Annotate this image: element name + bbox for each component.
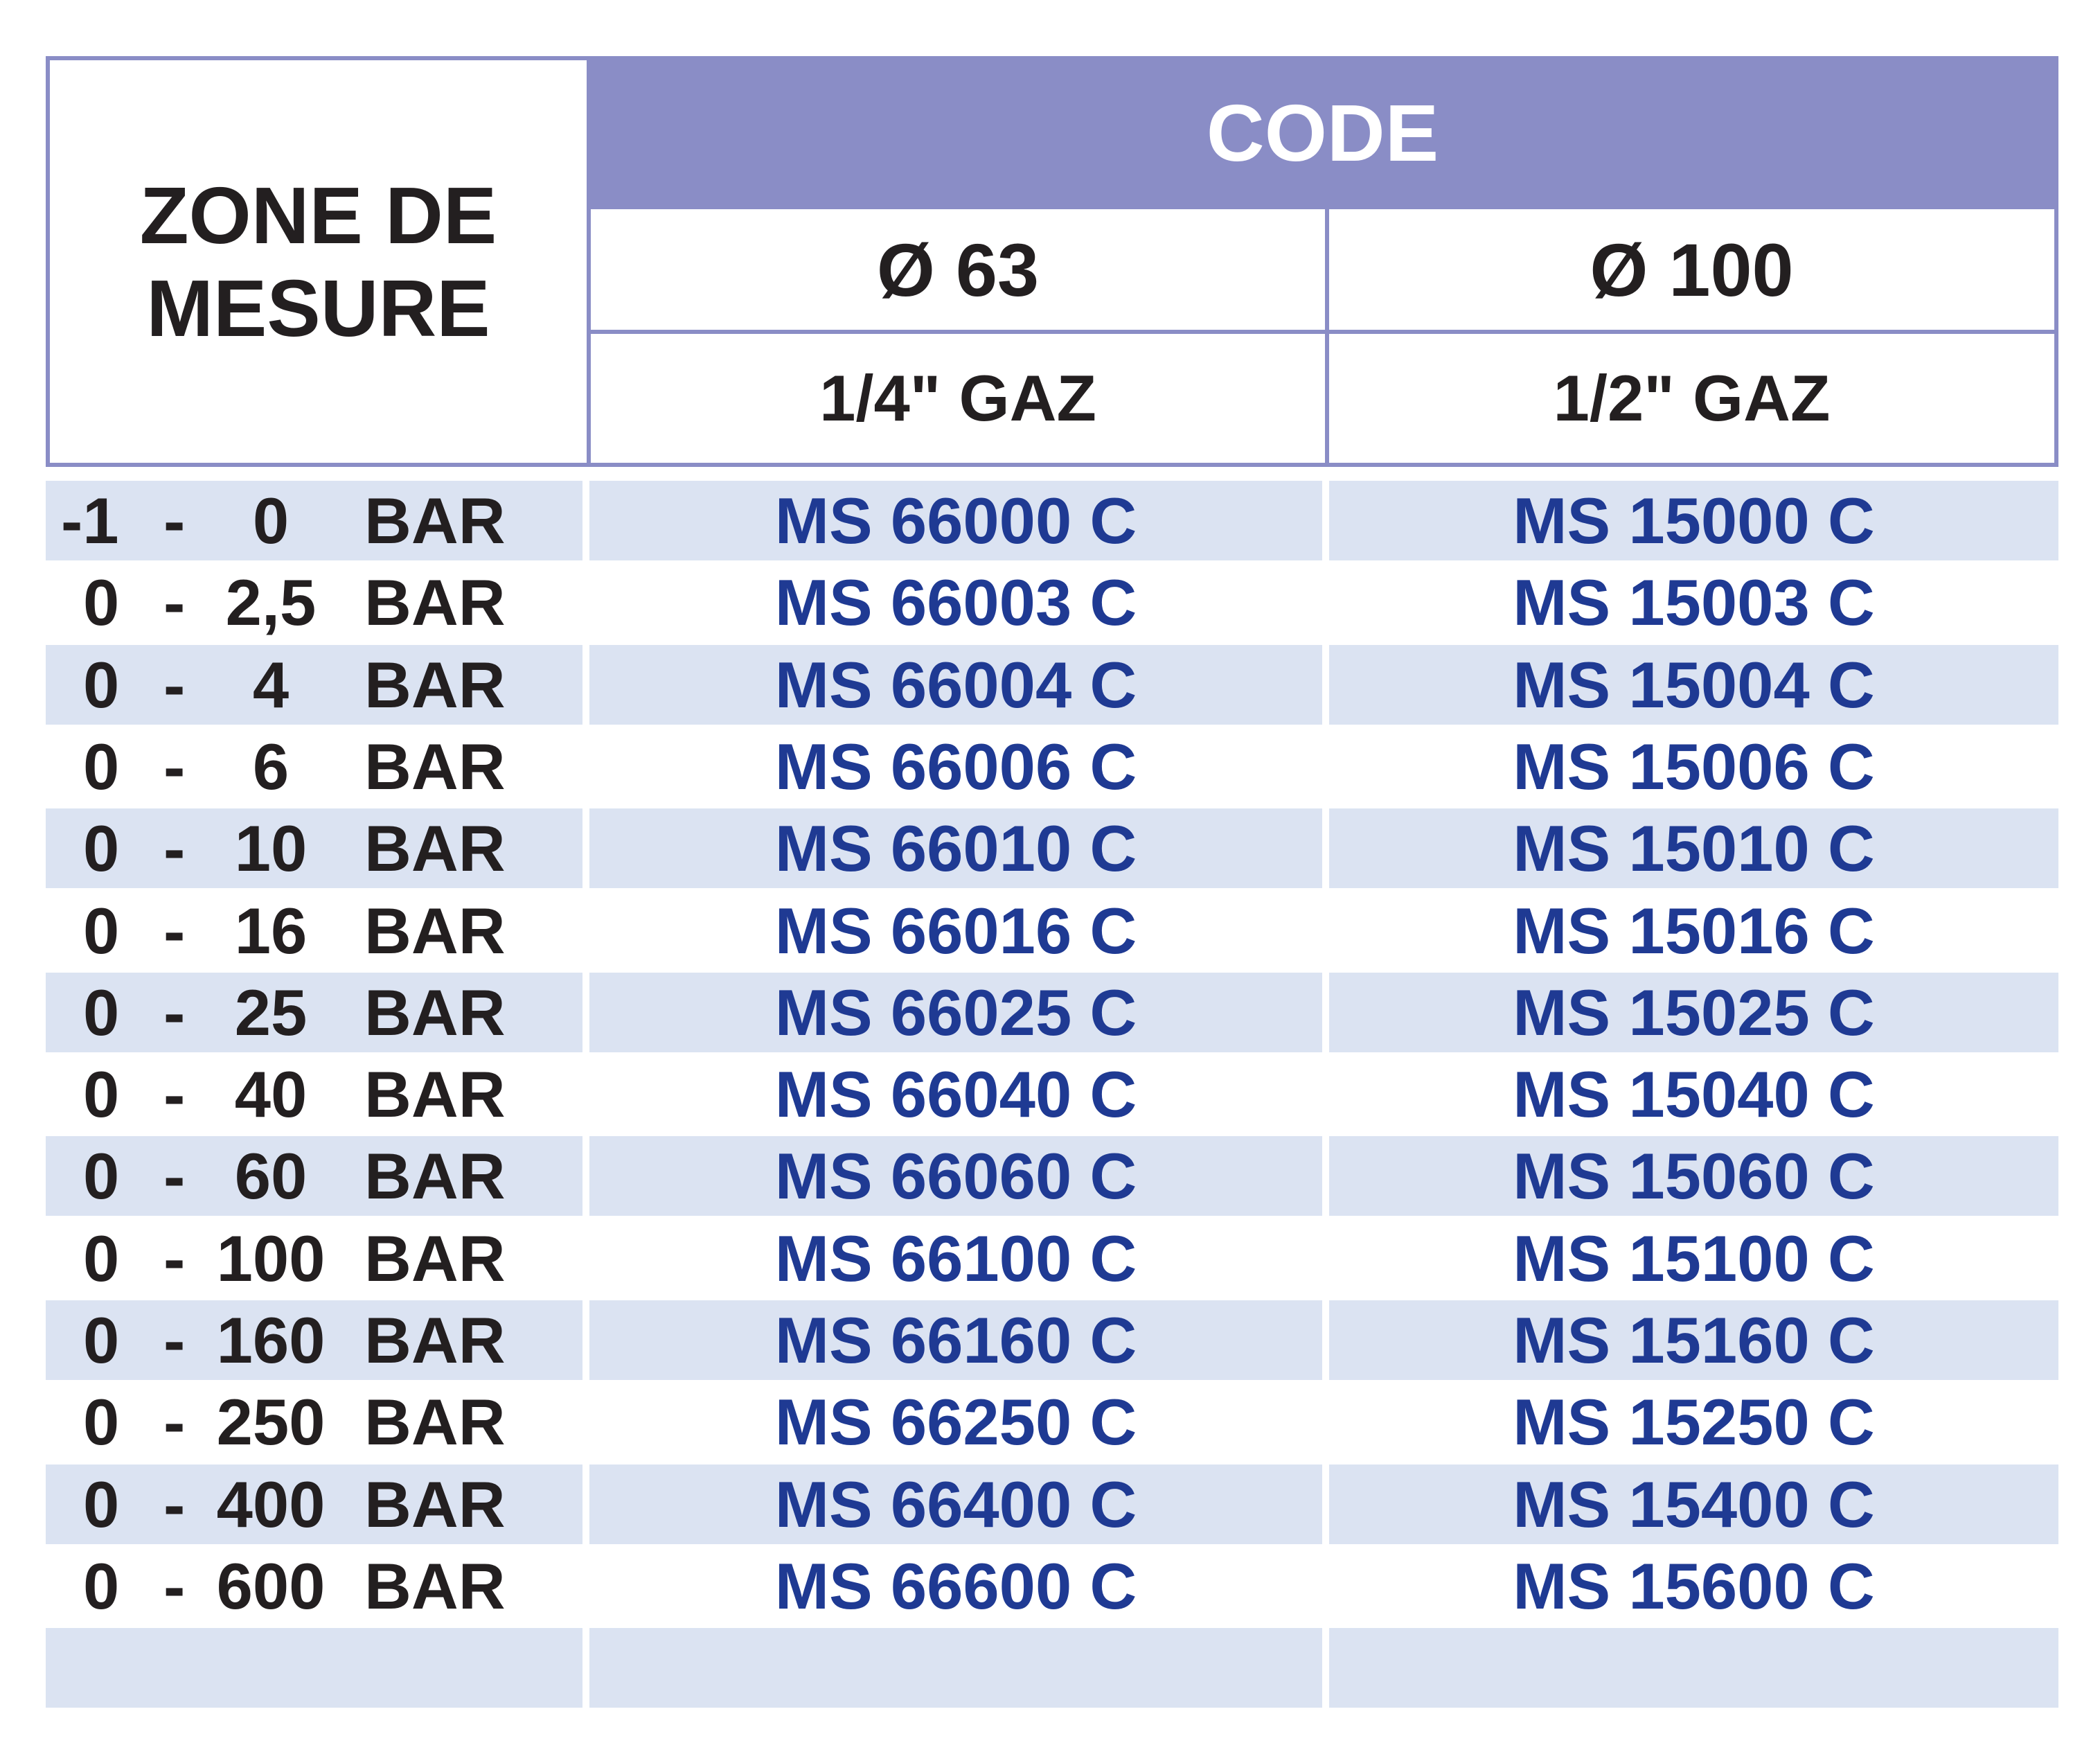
- range-cell: [46, 1628, 582, 1708]
- range-max: 40: [234, 1058, 308, 1131]
- table-row: [46, 645, 2058, 725]
- range-unit: BAR: [364, 812, 506, 885]
- range-separator: -: [163, 976, 186, 1049]
- range-separator: -: [163, 1304, 186, 1377]
- code-100-value: MS 15040 C: [1513, 1057, 1875, 1131]
- zone-header-line2: MESURE: [146, 263, 490, 353]
- range-max: 0: [252, 484, 290, 557]
- table-row: [46, 481, 2058, 560]
- code-63-value: MS 66160 C: [774, 1303, 1137, 1377]
- range-max: 16: [234, 894, 308, 967]
- code-100-cell: [1329, 1054, 2058, 1134]
- range-cell: [46, 973, 582, 1052]
- code-100-value: MS 15003 C: [1513, 565, 1875, 639]
- thread-quarter-header: 1/4" GAZ: [819, 362, 1096, 434]
- table-row: [46, 891, 2058, 971]
- code-63-value: MS 66025 C: [774, 975, 1137, 1049]
- range-min: 0: [83, 976, 120, 1049]
- table-row: [46, 973, 2058, 1052]
- code-63-cell: [589, 1136, 1322, 1216]
- table-row: [46, 1382, 2058, 1462]
- range-max: 400: [216, 1468, 326, 1541]
- range-separator: -: [163, 1550, 186, 1622]
- range-separator: -: [163, 894, 186, 967]
- range-cell: [46, 1546, 582, 1626]
- range-max: 2,5: [225, 566, 317, 639]
- range-separator: -: [163, 648, 186, 721]
- range-cell: [46, 808, 582, 888]
- code-63-cell: [589, 1054, 1322, 1134]
- range-unit: BAR: [364, 484, 506, 557]
- code-63-value: MS 66000 C: [774, 484, 1137, 557]
- code-63-cell: [589, 563, 1322, 642]
- range-max: 600: [216, 1550, 326, 1622]
- table-row: [46, 1054, 2058, 1134]
- range-cell: [46, 1219, 582, 1298]
- range-unit: BAR: [364, 730, 506, 803]
- range-separator: -: [163, 1140, 186, 1212]
- range-cell: [46, 1300, 582, 1380]
- code-63-cell: [589, 1382, 1322, 1462]
- range-min: 0: [83, 648, 120, 721]
- thread-half-header: 1/2" GAZ: [1553, 362, 1831, 434]
- code-100-value: MS 15000 C: [1513, 484, 1875, 557]
- range-min: 0: [83, 1386, 120, 1458]
- code-63-value: MS 66100 C: [774, 1221, 1137, 1295]
- code-100-value: MS 15016 C: [1513, 894, 1875, 967]
- range-min: 0: [83, 730, 120, 803]
- range-min: 0: [83, 566, 120, 639]
- range-unit: BAR: [364, 1468, 506, 1541]
- code-63-cell: [589, 481, 1322, 560]
- code-63-cell: [589, 1628, 1322, 1708]
- range-separator: -: [163, 730, 186, 803]
- code-63-cell: [589, 727, 1322, 806]
- range-unit: BAR: [364, 894, 506, 967]
- code-100-cell: [1329, 481, 2058, 560]
- table-row: [46, 1465, 2058, 1544]
- range-unit: BAR: [364, 976, 506, 1049]
- code-100-value: MS 15060 C: [1513, 1139, 1875, 1212]
- code-100-value: MS 15006 C: [1513, 729, 1875, 803]
- table-row: [46, 727, 2058, 806]
- range-unit: BAR: [364, 1386, 506, 1458]
- table-header: [46, 56, 2058, 467]
- table-row: [46, 563, 2058, 642]
- range-separator: -: [163, 484, 186, 557]
- table-row: [46, 1546, 2058, 1626]
- range-cell: [46, 727, 582, 806]
- code-63-value: MS 66010 C: [774, 811, 1137, 885]
- zone-de-mesure-header: [50, 60, 587, 463]
- code-100-cell: [1329, 1136, 2058, 1216]
- code-100-value: MS 15600 C: [1513, 1549, 1875, 1622]
- code-63-cell: [589, 645, 1322, 725]
- code-100-cell: [1329, 1628, 2058, 1708]
- range-min: 0: [83, 1304, 120, 1377]
- range-separator: -: [163, 1468, 186, 1541]
- range-min: 0: [83, 1140, 120, 1212]
- code-63-value: [589, 1628, 1322, 1708]
- range-max: 100: [216, 1222, 326, 1295]
- range-min: 0: [83, 894, 120, 967]
- code-100-value: MS 15250 C: [1513, 1385, 1875, 1458]
- code-100-value: MS 15100 C: [1513, 1221, 1875, 1295]
- code-100-cell: [1329, 1382, 2058, 1462]
- code-100-cell: [1329, 891, 2058, 971]
- table-row: [46, 1136, 2058, 1216]
- code-63-cell: [589, 1465, 1322, 1544]
- range-unit: BAR: [364, 1140, 506, 1212]
- code-63-value: MS 66004 C: [774, 648, 1137, 721]
- range-min: -1: [61, 484, 119, 557]
- range-unit: BAR: [364, 1222, 506, 1295]
- code-63-cell: [589, 891, 1322, 971]
- code-100-cell: [1329, 645, 2058, 725]
- range-min: 0: [83, 1058, 120, 1131]
- range-max: 6: [252, 730, 290, 803]
- code-63-cell: [589, 1300, 1322, 1380]
- range-separator: -: [163, 1222, 186, 1295]
- code-100-value: MS 15400 C: [1513, 1467, 1875, 1541]
- table-row: [46, 808, 2058, 888]
- code-100-cell: [1329, 1546, 2058, 1626]
- code-63-cell: [589, 1546, 1322, 1626]
- range-min: 0: [83, 1222, 120, 1295]
- range-unit: BAR: [364, 648, 506, 721]
- code-63-value: MS 66040 C: [774, 1057, 1137, 1131]
- table-row: [46, 1628, 2058, 1708]
- code-63-value: MS 66060 C: [774, 1139, 1137, 1212]
- code-100-cell: [1329, 1465, 2058, 1544]
- range-unit: BAR: [364, 566, 506, 639]
- range-separator: -: [163, 1386, 186, 1458]
- range-min: 0: [83, 1550, 120, 1622]
- code-100-value: MS 15160 C: [1513, 1303, 1875, 1377]
- range-max: 25: [234, 976, 308, 1049]
- code-63-cell: [589, 1219, 1322, 1298]
- range-max: [215, 1628, 326, 1708]
- table-row: [46, 1219, 2058, 1298]
- table-row: [46, 1300, 2058, 1380]
- code-63-value: MS 66250 C: [774, 1385, 1137, 1458]
- code-100-value: MS 15025 C: [1513, 975, 1875, 1049]
- range-cell: [46, 481, 582, 560]
- range-cell: [46, 891, 582, 971]
- code-63-cell: [589, 808, 1322, 888]
- range-max: 250: [216, 1386, 326, 1458]
- code-header-label: CODE: [1206, 87, 1439, 178]
- range-separator: -: [163, 812, 186, 885]
- code-header-bar: [591, 60, 2054, 205]
- code-100-value: MS 15010 C: [1513, 811, 1875, 885]
- range-max: 10: [234, 812, 308, 885]
- code-100-cell: [1329, 1219, 2058, 1298]
- range-cell: [46, 1382, 582, 1462]
- code-100-value: MS 15004 C: [1513, 648, 1875, 721]
- range-min: 0: [83, 1468, 120, 1541]
- range-cell: [46, 1136, 582, 1216]
- diameter-63-header: Ø 63: [876, 227, 1040, 312]
- code-100-cell: [1329, 1300, 2058, 1380]
- range-separator: -: [163, 566, 186, 639]
- code-100-cell: [1329, 973, 2058, 1052]
- range-cell: [46, 1054, 582, 1134]
- code-63-cell: [589, 973, 1322, 1052]
- code-63-value: MS 66016 C: [774, 894, 1137, 967]
- code-63-value: MS 66003 C: [774, 565, 1137, 639]
- range-min: 0: [83, 812, 120, 885]
- range-cell: [46, 645, 582, 725]
- diameter-100-header: Ø 100: [1590, 227, 1794, 312]
- zone-header-line1: ZONE DE: [139, 170, 497, 260]
- code-100-value: [1329, 1628, 2058, 1708]
- range-cell: [46, 563, 582, 642]
- code-63-value: MS 66600 C: [774, 1549, 1137, 1622]
- code-100-cell: [1329, 563, 2058, 642]
- code-63-value: MS 66400 C: [774, 1467, 1137, 1541]
- code-63-value: MS 66006 C: [774, 729, 1137, 803]
- range-separator: -: [163, 1058, 186, 1131]
- range-max: 160: [216, 1304, 326, 1377]
- range-unit: BAR: [364, 1550, 506, 1622]
- code-100-cell: [1329, 808, 2058, 888]
- code-100-cell: [1329, 727, 2058, 806]
- range-unit: BAR: [364, 1058, 506, 1131]
- range-max: 60: [234, 1140, 308, 1212]
- range-unit: BAR: [364, 1304, 506, 1377]
- range-max: 4: [252, 648, 290, 721]
- range-cell: [46, 1465, 582, 1544]
